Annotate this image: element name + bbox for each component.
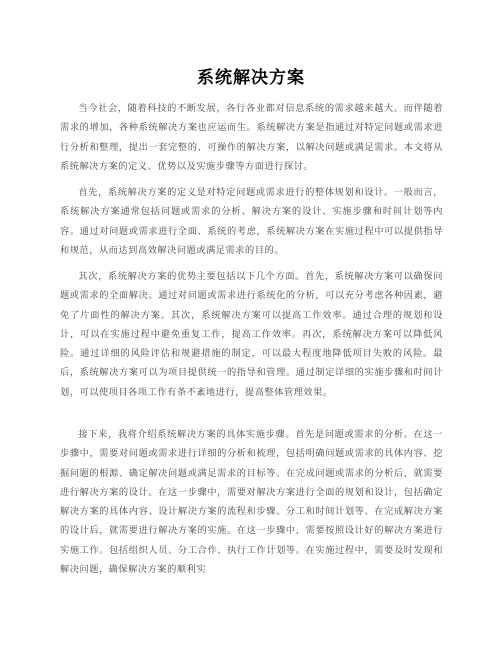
paragraph-implementation: 接下来，我将介绍系统解决方案的具体实施步骤。首先是问题或需求的分析。在这一步骤中，需要对问题或需求进行详细的分析和梳理，包括明确问题或需求的具体内容、挖掘问题的根源、确定解决问题或满足需求的目标等。在完成问题或需求的分析后，就需要进行解决方案的设计。在这一步骤中，需要对解决方案进行全面的规划和设计，包括确定解决方案的具体内容、设计解决方案的流程和步骤、分工和时间计划等。在完成解决方案的设计后，就需要进行解决方案的实施。在这一步骤中，需要按照设计好的解决方案进行实施工作。包括组织人员、分工合作、执行工作计划等。在实施过程中，需要及时发现和解决问题，确保解决方案的顺利实 xyxy=(60,429,443,576)
paragraph-intro: 当今社会，随着科技的不断发展，各行各业都对信息系统的需求越来越大。而伴随着需求的增加，各种系统解决方案也应运而生。系统解决方案是指通过对特定问题或需求进行分析和整理，提出一套完整的、可操作的解决方案，以解决问题或满足需求。本文将从系统解决方案的定义、优势以及实施步骤等方面进行探讨。 xyxy=(60,103,443,172)
paragraph-definition: 首先，系统解决方案的定义是对特定问题或需求进行的整体规划和设计。一般而言，系统解决方案通常包括问题或需求的分析、解决方案的设计、实施步骤和时间计划等内容。通过对问题或需求进行全面、系统的考虑，系统解决方案在实施过程中可以提供指导和规范，从而达到高效解决问题或满足需求的目的。 xyxy=(60,187,443,256)
paragraph-advantages: 其次，系统解决方案的优势主要包括以下几个方面。首先，系统解决方案可以确保问题或需求的全面解决。通过对问题或需求进行系统化的分析，可以充分考虑各种因素，避免了片面性的解决方案。其次，系统解决方案可以提高工作效率。通过合理的规划和设计，可以在实施过程中避免重复工作，提高工作效率。再次，系统解决方案可以降低风险。通过详细的风险评估和规避措施的制定，可以最大程度地降低项目失败的风险。最后，系统解决方案可以为项目提供统一的指导和管理。通过制定详细的实施步骤和时间计划，可以使项目各项工作有条不紊地进行，提高整体管理效果。 xyxy=(60,271,443,398)
document-title: 系统解决方案 xyxy=(197,68,305,88)
